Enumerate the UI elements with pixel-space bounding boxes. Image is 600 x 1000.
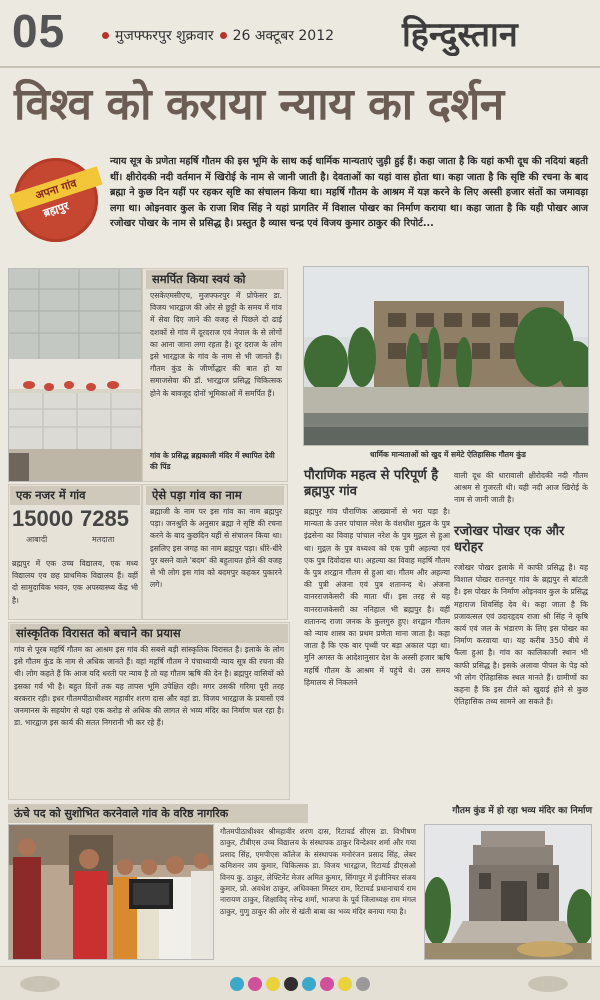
registration-swatch [302,977,316,991]
registration-swatch [320,977,334,991]
rajokhar-body: रजोखर पोखर इलाके में काफी प्रसिद्ध है। यह विशाल पोखर रातनपुर गांव के ब्रह्मपुर से बांटती है। इस पोखर के निर्माण ओइनवार कुल के प्रसिद्ध महाराज शिवसिंह देव थे। कहा जाता है कि प्रजावत्सल एवं उदारहृदय राजा श्री सिंह ने कृषि कार्य एवं जल के भंडारण के लिए इस पोखर का निर्माण करवाया था। यह करीब 350 बीघे में फैला हुआ है। गांव का कालिकाजी स्थान भी काफी प्रसिद्ध है। इसके अलावा पीपल के पेड़ को भी लोग ऐतिहासिक स्थल मानते हैं। ग्रामीणों का कहना है कि इस टीले को खुदाई होने से कुछ ऐतिहासिक तथ्य सामने आ सकते हैं। [454,563,588,707]
pauranik-title: पौराणिक महत्व से परिपूर्ण है ब्रह्मपुर गांव [304,468,439,499]
ek-nazar-body: ब्रह्मपुर में एक उच्च विद्यालय, एक मध्य विद्यालय एव छह प्राथमिक विद्यालय हैं। वहीं दो सामुदायिक भवन, एक अपस्वास्थ्य केंद्र भी है। [12,559,138,605]
registration-swatch [266,977,280,991]
aise-pada-title: ऐसे पड़ा गांव का नाम [146,486,284,505]
population-label: आबादी [26,535,48,544]
temple-construction-photo [424,824,592,960]
registration-swatch [230,977,244,991]
bullet-icon [102,32,109,39]
registration-swatch [338,977,352,991]
aise-pada-body: ब्रह्माजी के नाम पर इस गांव का नाम ब्रह्मपुर पड़ा। जनश्रुति के अनुसार ब्रह्मा ने सृष्टि की रचना करने के बाद कुछदिन यहीं से संचालन किया था। इसलिए इस जगह का नाम ब्रह्मपुर पड़ा। धीरे-धीरे पुर बसने वाले 'बदम' की बहुतायत होने की वजह से भी लोग इस गांव को बदमपुर कहकर पुकारने लगे। [150,507,282,590]
pauranik-body: ब्रह्मपुर गांव पौराणिक आख्यानों से भरा पड़ा है। मान्यता के उत्तर पांचाल नरेश के वंशधीश मुद्गल के पुत्र इंद्रसेना का विवाह पांचाल नरेश के पुत्र मुद्गल से हुआ था। मुद्गल के पुत्र वध्यश्व को एक पुत्री अहल्या एवं एक पुत्र दिवोदास था। अहल्या का विवाह महर्षि गौतम के पुत्र शरद्वान गौतम से हुआ था। गौतम और अहल्या की पुत्री अंजना एवं पुत्र शतानन्द थे। अंजना वानरराजकेसरी की माता थीं। इस तरह से यह वानरराजकेसरी का ननिहाल भी ब्रह्मपुर है। वहीं शतानन्द राजा जनक के कुलगुरु हुए। शरद्वान गौतम को न्याय शास्त्र का प्रथम प्रणेता माना जाता है। कहा जाता है कि एक बार पृथ्वी पर बड़ा अकाल पड़ा था। मुनि अगस्त के आदेशानुसार देश के अस्सी हजार ऋषि महर्षि गौतम के आश्रम में पहुंचे थे। उस समय हिमालय से निकलने [304,507,450,687]
population-value: 15000 [12,506,74,531]
registration-swatch [248,977,262,991]
temple-photo [8,268,142,482]
print-registration-band [0,966,600,1000]
badge-village: ब्रह्मपुर [41,199,71,220]
masthead [0,0,600,68]
page-headline: विश्व को कराया न्याय का दर्शन [14,79,504,130]
samarpit-body: एसकेएमसीएच, मुजफ्फरपुर में प्रोफेसर डा. विजय भारद्वाज की ओर से छुट्टी के समय में गांव में सेवा दिए जाने की वजह से पिछले दो ढाई दशकों से गांव में दूरदराज एवं नेपाल के से लोगों का आना जाना लगा रहता है। दूर दराज के लोग इसे भारद्वाज के गांव के नाम से भी जानते हैं। गौतम कुंड के जीर्णोद्धार की बात हो या समाजसेवा की डॉ. भारद्वाज प्रसिद्ध चिकित्सक होने के बावजूद दोनों भूमिकाओं में समर्पित हैं। [150,291,282,398]
badge-label: अपना गांव [9,166,102,212]
samarpit-title: समर्पित किया स्वयं को [146,270,284,289]
sanskritik-body: गांव से पूरब महर्षि गौतम का आश्रम इस गांव की सबसे बड़ी सांस्कृतिक विरासत है। इलाके के लोग इसे गौतम कुंड के नाम से अधिक जानते हैं। वहां महर्षि गौतम ने पंचाध्यायी न्याय सूत्र की रचना की थी। लोग कहते हैं कि आज यदि धरती पर न्याय है तो यह गौतम ऋषि की देन है। ब्रह्मपुर वासियों को इसका गर्व भी है। बहुत दिनों तक यह तापस भूमि उपेक्षित रही। मगर उसकी गरिमा पूरी तरह बरकरार रही। इधर गौतमपीठाधीश्वर महावीर शरण दास और वहां डा. विजय भारद्वाज के प्रयासों एवं जनमानस के सहयोग से यहां एक करोड़ से अधिक की लागत से भव्य मंदिर का निर्माण चल रहा है। डा. भारद्वाज इस कार्य की सतत निगरानी भी कर रहे हैं। [14,645,284,728]
pauranik-body-continued: वाली दूध की धारावाली क्षीरोदकी नदी गौतम आश्रम से गुजरती थी। यही नदी आज खिरोई के नाम से जानी जाती है। [454,471,588,505]
registration-swatch [284,977,298,991]
voters-value: 7285 [80,506,129,531]
page-number: 05 [12,5,66,57]
brand-text: हिन्दुस्तान [402,15,518,55]
citizens-group-photo [8,824,214,960]
oonche-pad-title: ऊंचे पद को सुशोभित करनेवाले गांव के वरिष्ठ नागरिक [8,804,308,823]
gautam-kund-photo [303,266,589,446]
rajokhar-title: रजोखर पोखर एक और धरोहर [454,524,565,555]
sanskritik-title: सांस्कृतिक विरासत को बचाने का प्रयास [10,624,288,643]
ek-nazar-title: एक नजर में गांव [10,486,140,505]
bullet-icon [220,32,227,39]
voters-label: मतदाता [92,535,115,544]
mandir-caption: गौतम कुंड में हो रहा भव्य मंदिर का निर्माण [452,806,592,816]
oonche-pad-body: गौतमपीठाधीश्वर श्रीमहावीर शरण दास, रिटायर्ड सीएस डा. विभीषण ठाकुर, टीबीएस उच्च विद्यालय के संस्थापक ठाकुर विन्देश्वर शर्मा और गया प्रसाद सिंह, एमपीएस कॉलेज के संस्थापक मनोरंजन प्रसाद सिंह, लेबर कमिशनर जय कुमार, चिकित्सक डा. विजय भारद्वाज, रिटायर्ड डीएसओ विनय कु. ठाकुर, लेफ्टिनेंट मेजर अमित कुमार, सिंगापुर में इंजीनियर संजय कुमार, प्रो. अवधेश ठाकुर, अधिवक्ता मिस्टर राम, रिटायर्ड प्रधानाचार्य राम नारायण ठाकुर, शिक्षाविद् नरेन्द्र शर्मा, भाजपा के पूर्व जिलाध्यक्ष राम मंगल ठाकुर, गुणु ठाकुर की ओर से खंती बाबा का भव्य मंदिर बनाया गया है। [220,827,416,916]
issue-date: 26 अक्टूबर 2012 [232,28,335,44]
city-day: मुजफ्फरपुर शुक्रवार [115,28,214,44]
samarpit-photo-caption: गांव के प्रसिद्ध ब्रह्मकाली मंदिर में स्थापित देवी की पिंड [150,451,275,471]
gautam-kund-caption: धार्मिक मान्यताओं को खुद में समेटे ऐतिहासिक गौतम कुंड [370,450,526,459]
registration-marks [0,967,600,1000]
hindustan-logo [400,8,590,56]
dateline [96,26,334,45]
intro-paragraph: न्याय सूत्र के प्रणेता महर्षि गौतम की इस भूमि के साथ कई धार्मिक मान्यताएं जुड़ी हुई हैं। कहा जाता है कि यहां कभी दूध की नदियां बहती थीं। क्षीरोदकी नदी वर्तमान में खिरोई के नाम से जानी जाती है। देवताओं का यहां वास होता था। कहा जाता है कि सृष्टि की रचना के बाद ब्रह्मा ने कुछ दिन यहीं पर रहकर सृष्टि का संचालन किया था। महर्षि गौतम के आश्रम में यज्ञ करने के लिए अस्सी हजार संतों का जमावड़ा लगा था। ओइनवार कुल के राजा शिव सिंह ने यहां प्रागतिर में विशाल पोखर का निर्माण कराया था। कहा जाता है कि यही पोखर आज रजोखर पोखर के नाम से प्रसिद्ध है। प्रस्तुत है व्यास चन्द्र एवं विजय कुमार ठाकुर की रिपोर्ट... [110,156,588,230]
apna-gaon-badge [14,158,98,242]
registration-swatch [356,977,370,991]
